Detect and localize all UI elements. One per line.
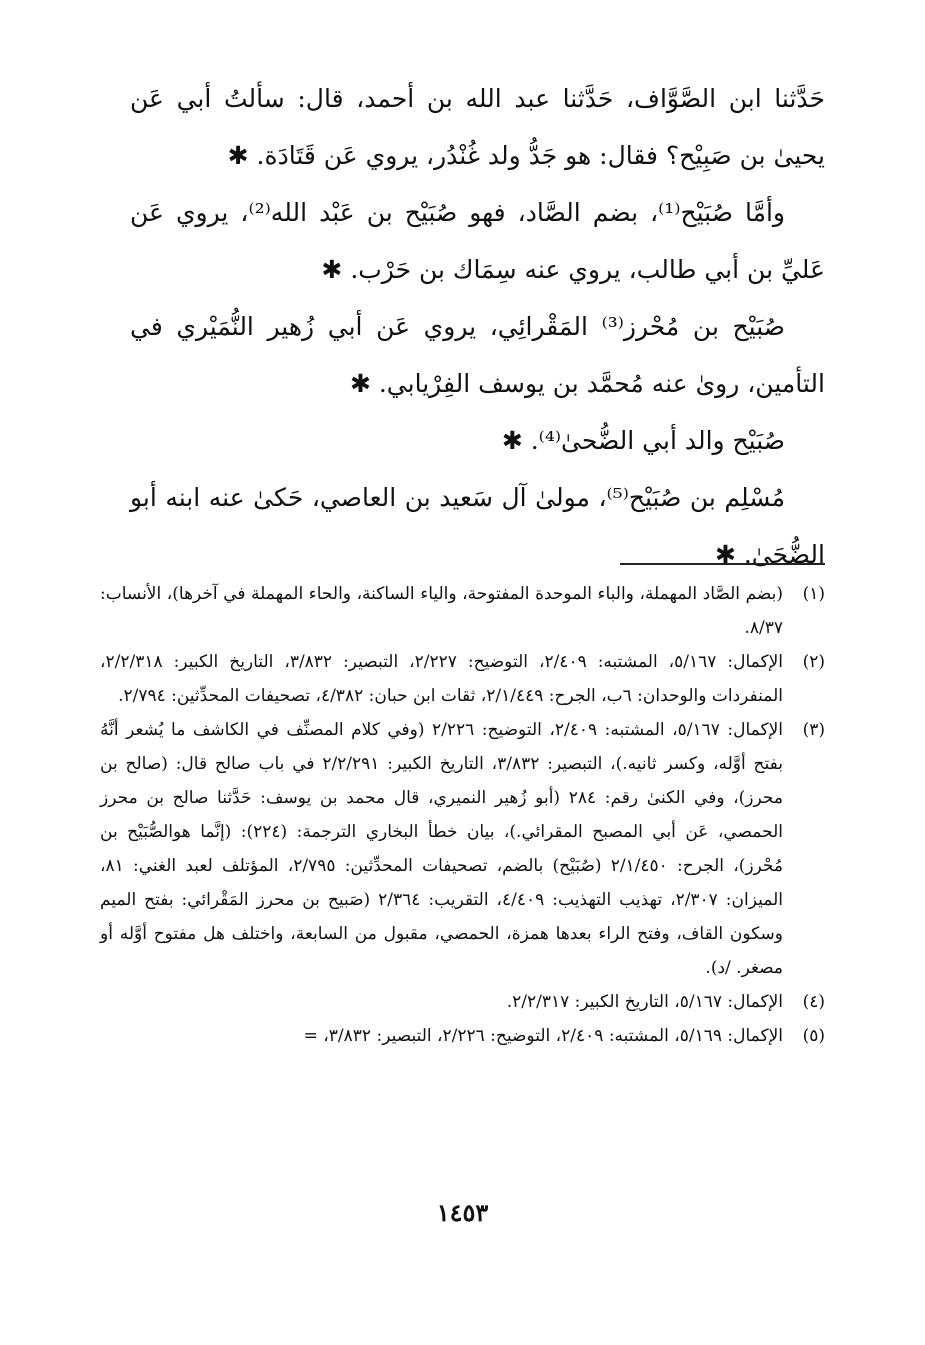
paragraph-3: صُبَيْح بن مُحْرز⁽³⁾ المَقْرائِي، يروي عَن أبي زُهير النُّمَيْري في التأمين، روىٰ عنه مُحمَّد بن يوسف الفِرْيابي. ✱ bbox=[130, 312, 825, 398]
footnote-5 bbox=[100, 1019, 825, 1053]
paragraph-2: وأمَّا صُبَيْح⁽¹⁾، بضم الصَّاد، فهو صُبَيْح بن عَبْد الله⁽²⁾، يروي عَن عَليِّ بن أبي طالب، يروي عنه سِمَاك بن حَرْب. ✱ bbox=[130, 198, 825, 284]
footnote-number: (٢) bbox=[802, 652, 825, 672]
paragraph-1: حَدَّثنا ابن الصَّوَّاف، حَدَّثنا عبد الله بن أحمد، قال: سألتُ أبي عَن يحيىٰ بن صَبِيْح؟ فقال: هو جَدُّ ولد غُنْدُر، يروي عَن قَتَادَة. ✱ bbox=[130, 84, 825, 170]
footnote-1 bbox=[100, 577, 825, 645]
footnote-separator bbox=[620, 563, 825, 565]
footnotes bbox=[100, 577, 825, 1053]
footnote-text: الإكمال: ٥/١٦٧، المشتبه: ٢/٤٠٩، التوضيح: ٢/٢٢٧، التبصير: ٣/٨٣٢، التاريخ الكبير: ٢/٢/٣١٨، المنفردات والوحدان: ٦ب، الجرح: ٢/١/٤٤٩، ثقات ابن حبان: ٤/٣٨٢، تصحيفات المحدِّثين: ٢/٧٩٤. bbox=[100, 652, 783, 706]
paragraph-5: مُسْلِم بن صُبَيْح⁽⁵⁾، مولىٰ آل سَعيد بن العاصي، حَكىٰ عنه ابنه أبو الضُّحَىٰ. ✱ bbox=[130, 483, 825, 569]
footnote-2 bbox=[100, 645, 825, 713]
footnote-text: الإكمال: ٥/١٦٩، المشتبه: ٢/٤٠٩، التوضيح: ٢/٢٢٦، التبصير: ٣/٨٣٢، = bbox=[303, 1026, 783, 1046]
footnote-number: (٣) bbox=[802, 720, 825, 740]
footnote-text: الإكمال: ٥/١٦٧، التاريخ الكبير: ٢/٢/٣١٧. bbox=[506, 992, 783, 1012]
paragraph-4: صُبَيْح والد أبي الضُّحىٰ⁽⁴⁾. ✱ bbox=[501, 426, 785, 455]
main-text bbox=[130, 70, 825, 583]
footnote-text: الإكمال: ٥/١٦٧، المشتبه: ٢/٤٠٩، التوضيح: ٢/٢٢٦ (وفي كلام المصنِّف في الكاشف ما يُشعر أنَّهُ بفتح أوَّله، وكسر ثانيه.)، التبصير: ٣/٨٣٢، التاريخ الكبير: ٢/٢/٢٩١ في باب صالح قال: (صالح بن محرز)، وفي الكنىٰ رقم: ٢٨٤ (أبو زُهير النميري، قال محمد بن يوسف: حَدَّثنا صالح بن محرز الحمصي، عَن أبي المصبح المقرائي.)، بيان خطأ البخاري الترجمة: (٢٢٤): (إنَّما هوالصُّبَيْح بن مُحْرز)، الجرح: ٢/١/٤٥٠ (صُبَيْح) بالضم، تصحيفات المحدِّثين: ٢/٧٩٥، المؤتلف لعبد الغني: ٨١، الميزان: ٢/٣٠٧، تهذيب التهذيب: ٤/٤٠٩، التقريب: ٢/٣٦٤ (صَبيح بن محرز المَقْرائي: بفتح الميم وسكون القاف، وفتح الراء بعدها همزة، الحمصي، مقبول من السابعة، واختلف هل مفتوح أوَّله أو مصغر. /د). bbox=[100, 720, 784, 978]
footnote-3 bbox=[100, 713, 825, 985]
footnote-4 bbox=[100, 985, 825, 1019]
footnote-number: (١) bbox=[802, 584, 825, 604]
footnote-number: (٤) bbox=[802, 992, 825, 1012]
footnote-text: (بضم الصَّاد المهملة، والباء الموحدة المفتوحة، والياء الساكنة، والحاء المهملة في آخرها)، الأنساب: ٨/٣٧. bbox=[100, 584, 783, 638]
footnote-number: (٥) bbox=[802, 1026, 825, 1046]
page-number: ١٤٥٣ bbox=[436, 1198, 489, 1227]
